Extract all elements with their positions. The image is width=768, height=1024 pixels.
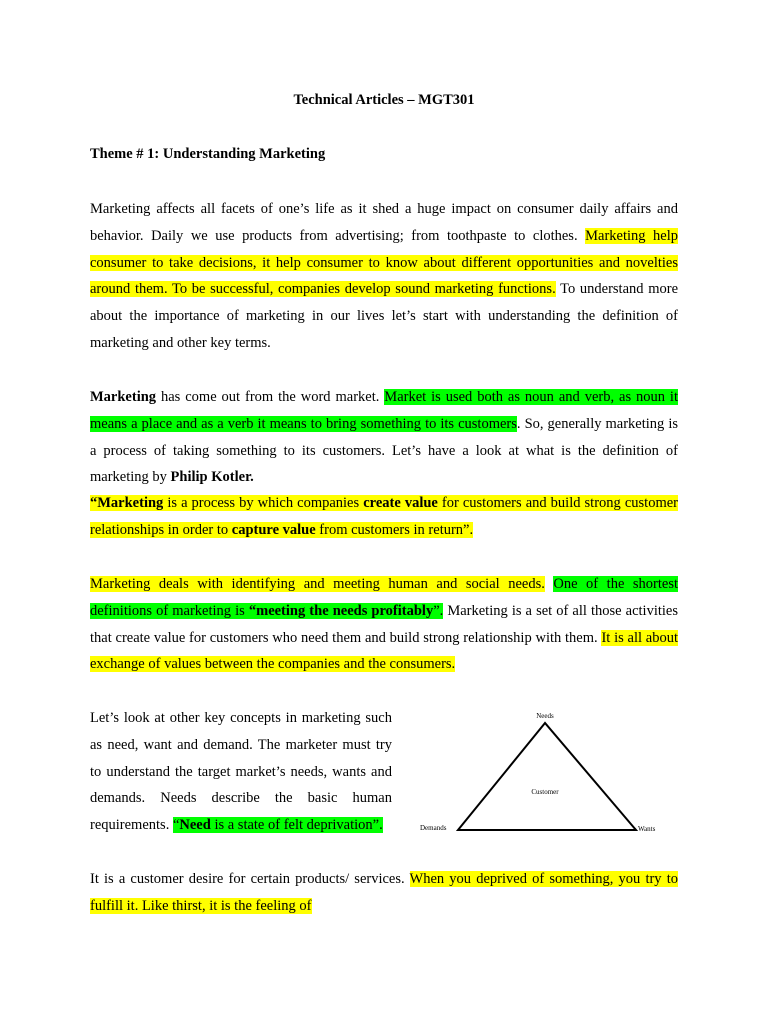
paragraph-customer-desire [90,866,678,920]
paragraph-intro [90,196,678,357]
diagram-label-demands: Demands [420,824,447,832]
text-run: Marketing affects all facets of one’s life as it shed a huge impact on consumer daily affairs and behavior. Daily we use products from advertising; from toothpaste to clothes. [90,201,678,244]
text-run: for customers and build strong customer relationships in order to [90,495,678,538]
text-run: Philip Kotler. [170,469,254,486]
diagram-label-wants: Wants [638,825,656,833]
text-run: Let’s look at other key concepts in marketing such as need, want and demand. The marketer must try to understand the target market’s needs, wants and demands. Needs describe the basic human requirements. [90,710,392,834]
text-run: Marketing is a set of all those activities that create value for customers who need them and build strong relationship with them. [90,602,678,646]
text-run: Marketing [90,389,157,405]
text-run: create value [363,495,438,511]
text-run: To understand more about the importance of marketing in our lives let’s start with understanding the definition of marketing and other key terms. [90,281,679,351]
paragraph-needs-profitably [90,571,678,678]
text-run: One of the shortest definitions of marketing is [90,576,679,619]
text-run: Need [179,817,211,834]
text-run: It is a customer desire for certain products/ services. [90,871,410,887]
text-run: “ [172,817,180,834]
triangle-shape [458,723,636,830]
text-run: It is all about exchange of values between the companies and the consumers. [90,629,678,673]
text-run: Marketing help consumer to take decisions, it help consumer to know about different opportunities and novelties around them. To be successful, companies develop sound marketing functions. [90,227,678,298]
text-run: . So, generally marketing is a process of taking something to its customers. Let’s have a look at what is the definition of marketing by [90,415,678,486]
diagram-label-customer: Customer [531,788,559,796]
text-run: is a process by which companies [163,495,364,511]
diagram-label-needs: Needs [536,712,554,720]
text-run: “Marketing [90,495,164,511]
text-run: ”. [433,602,444,619]
text-run: from customers in return”. [315,521,474,538]
text-run: is a state of felt deprivation”. [210,817,383,834]
text-run: Market is used both as noun and verb, as noun it means a place and as a verb it means to bring something to its customers [90,389,678,432]
paragraph-kotler-definition [90,490,678,544]
document-title: Technical Articles – MGT301 [293,92,475,108]
text-run: has come out from the word market. [156,389,385,405]
paragraph-key-concepts [90,705,392,839]
text-run: “meeting the needs profitably [248,602,434,619]
text-run: capture value [231,521,316,538]
text-run: Marketing deals with identifying and meeting human and social needs. [90,576,545,592]
theme-heading: Theme # 1: Understanding Marketing [90,146,326,162]
text-run: When you deprived of something, you try to fulfill it. Like thirst, it is the feeling of [90,871,678,914]
needs-wants-demands-diagram [410,705,680,840]
paragraph-marketing-origin [90,384,678,491]
